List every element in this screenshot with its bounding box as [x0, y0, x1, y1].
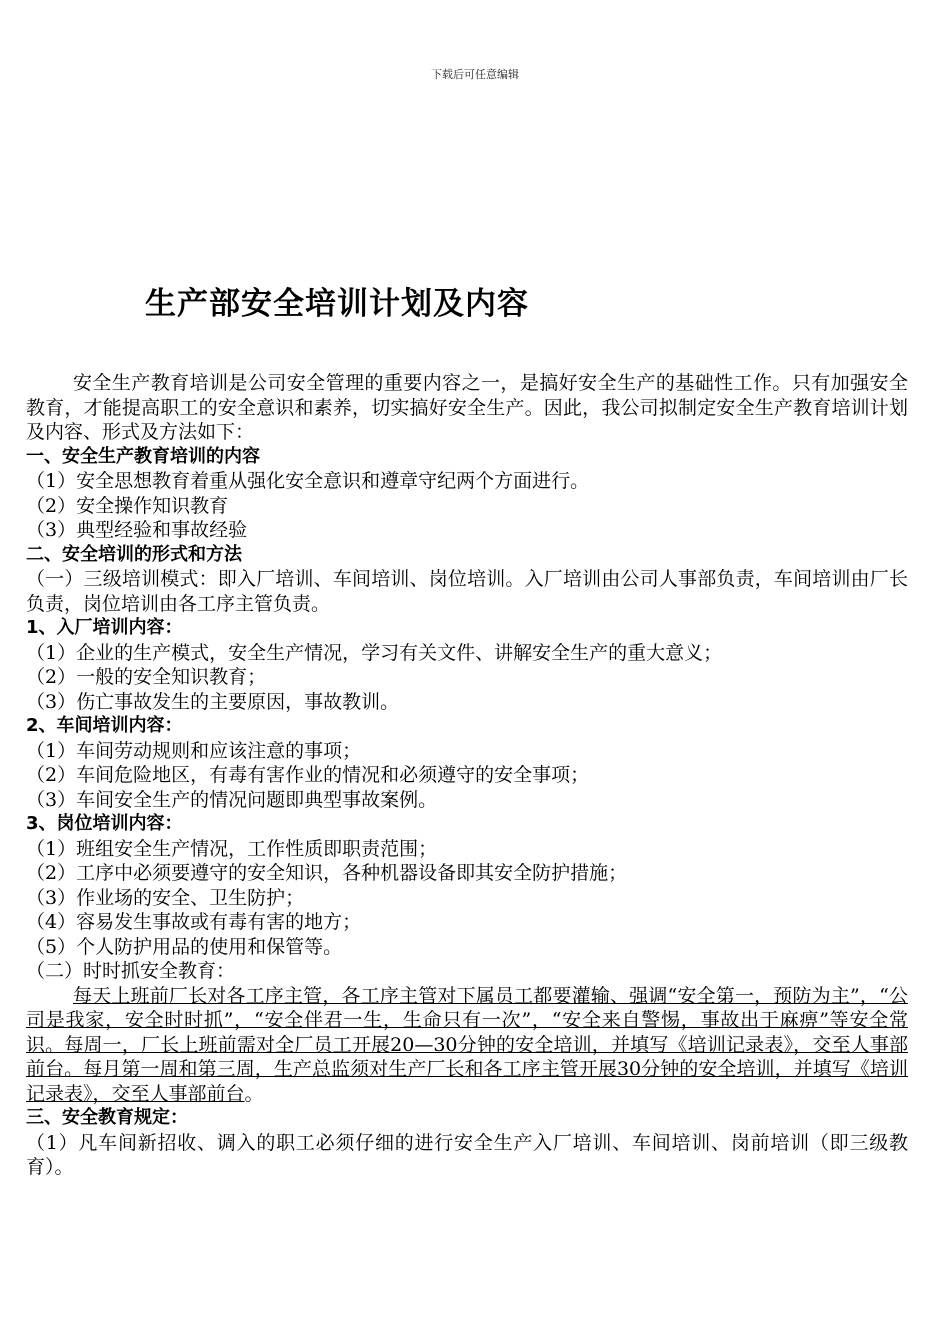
timely-education-paragraph [26, 984, 908, 1107]
subsection-2-heading: 2、车间培训内容： [26, 715, 183, 736]
list-item: （1）车间劳动规则和应该注意的事项； [26, 739, 362, 762]
list-item: （2）一般的安全知识教育； [26, 666, 267, 688]
document-body [26, 371, 908, 1180]
timely-education-heading: （二）时时抓安全教育： [26, 960, 236, 982]
list-item: （2）车间危险地区，有毒有害作业的情况和必须遵守的安全事项； [26, 764, 590, 786]
section-1-heading: 一、安全生产教育培训的内容 [26, 445, 260, 467]
list-item: （3）典型经验和事故经验 [26, 519, 248, 541]
subsection-3-heading: 3、岗位培训内容： [26, 813, 183, 834]
list-item: （3）作业场的安全、卫生防护； [26, 886, 305, 909]
section-2-heading: 二、安全培训的形式和方法 [26, 543, 242, 565]
regulation-item: （1）凡车间新招收、调入的职工必须仔细的进行安全生产入厂培训、车间培训、岗前培训（即三级教育）。 [26, 1131, 908, 1178]
list-item: （2）安全操作知识教育 [26, 494, 229, 517]
list-item: （3）车间安全生产的情况问题即典型事故案例。 [26, 788, 438, 811]
document-title: 生产部安全培训计划及内容 [145, 286, 529, 322]
list-item: （1）安全思想教育着重从强化安全意识和遵章守纪两个方面进行。 [26, 470, 590, 492]
section-3-heading: 三、安全教育规定： [26, 1107, 188, 1128]
intro-paragraph: 安全生产教育培训是公司安全管理的重要内容之一，是搞好安全生产的基础性工作。只有加强安全教育，才能提高职工的安全意识和素养，切实搞好安全生产。因此，我公司拟制定安全生产教育培训计划及内容、形式及方法如下： [26, 372, 908, 443]
list-item: （2）工序中必须要遵守的安全知识，各种机器设备即其安全防护措施； [26, 862, 628, 884]
list-item: （4）容易发生事故或有毒有害的地方； [26, 911, 362, 933]
list-item: （1）企业的生产模式，安全生产情况，学习有关文件、讲解安全生产的重大意义； [26, 641, 723, 664]
underlined-text: 每天上班前厂长对各工序主管，各工序主管对下属员工都要灌输、强调“安全第一，预防为主”，“公司是我家，安全时时抓”，“安全伴君一生，生命只有一次”，“安全来自警惕，事故出于麻痹”等安全常识。每周一，厂长上班前需对全厂员工开展20—30分钟的安全培训，并填写《培训记录表》，交至人事部前台。每月第一周和第三周，生产总监须对生产厂长和各工序主管开展30分钟的安全培训，并填写《培训记录表》，交至人事部前台 [26, 984, 908, 1105]
list-item: （1）班组安全生产情况，工作性质即职责范围； [26, 837, 438, 860]
training-mode-paragraph: （一）三级培训模式：即入厂培训、车间培训、岗位培训。入厂培训由公司人事部负责，车间培训由厂长负责，岗位培训由各工序主管负责。 [26, 568, 908, 615]
page-header: 下载后可任意编辑 [431, 68, 519, 81]
subsection-1-heading: 1、入厂培训内容： [26, 617, 183, 638]
period: 。 [244, 1082, 264, 1105]
list-item: （5）个人防护用品的使用和保管等。 [26, 935, 343, 958]
list-item: （3）伤亡事故发生的主要原因，事故教训。 [26, 690, 400, 713]
